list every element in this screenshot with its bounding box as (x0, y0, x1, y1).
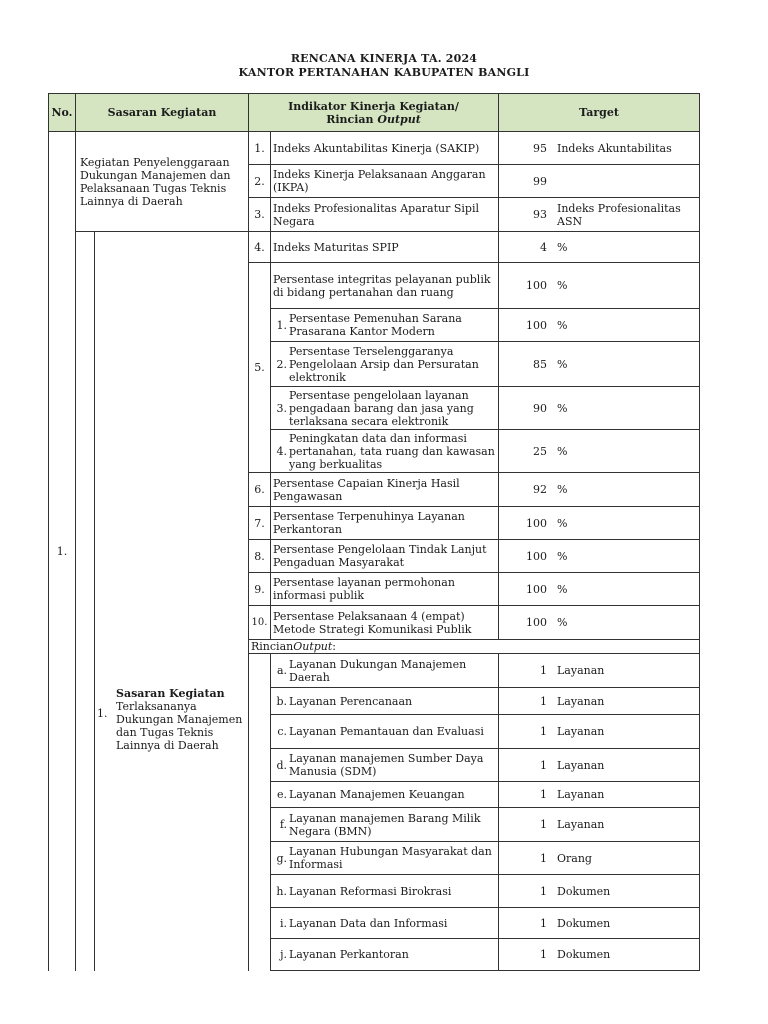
sasaran-title: Sasaran Kegiatan (116, 687, 225, 700)
sub-indicator-unit: % (553, 309, 700, 342)
output-value: 1 (498, 808, 553, 842)
sub-indicator-value: 25 (498, 430, 553, 473)
output-value: 1 (498, 715, 553, 749)
output-value: 1 (498, 908, 553, 939)
indicator-number: 10. (248, 606, 270, 640)
indicator-unit: Indeks Profesionalitas ASN (553, 198, 700, 232)
sub-indicator-unit: % (553, 342, 700, 387)
indicator-unit: % (553, 232, 700, 263)
indicator-unit: % (553, 573, 700, 606)
rincian-output-label: Rincian Output : (248, 640, 700, 654)
output-item: h. Layanan Reformasi Birokrasi (270, 875, 498, 908)
output-unit: Dokumen (553, 908, 700, 939)
header-sasaran: Sasaran Kegiatan (75, 93, 248, 132)
sasaran-content (95, 687, 248, 752)
indicator-value: 100 (498, 507, 553, 540)
output-value: 1 (498, 939, 553, 971)
indicator-text: Persentase Pelaksanaan 4 (empat) Metode Strategi Komunikasi Publik (270, 606, 498, 640)
output-unit: Layanan (553, 782, 700, 808)
sub-indicator-unit: % (553, 430, 700, 473)
indicator-number: 6. (248, 473, 270, 507)
document-title: RENCANA KINERJA TA. 2024 (290, 52, 478, 65)
indicator-number: 7. (248, 507, 270, 540)
document-subtitle: KANTOR PERTANAHAN KABUPATEN BANGLI (238, 66, 530, 79)
output-item: a. Layanan Dukungan Manajemen Daerah (270, 654, 498, 688)
indicator-value: 95 (498, 132, 553, 165)
output-item: c. Layanan Pemantauan dan Evaluasi (270, 715, 498, 749)
header-no: No. (48, 93, 75, 132)
output-value: 1 (498, 654, 553, 688)
sasaran-block (94, 232, 248, 971)
indicator-text: Persentase Capaian Kinerja Hasil Pengawasan (270, 473, 498, 507)
indicator-text: Indeks Kinerja Pelaksanaan Anggaran (IKPA) (270, 165, 498, 198)
sasaran-spacer (75, 232, 94, 971)
indicator-unit: % (553, 606, 700, 640)
output-item: d. Layanan manajemen Sumber Daya Manusia (SDM) (270, 749, 498, 782)
output-item: e. Layanan Manajemen Keuangan (270, 782, 498, 808)
indicator-number: 5. (248, 263, 270, 473)
indicator-unit: % (553, 540, 700, 573)
sub-indicator: 2. Persentase Terselenggaranya Pengelolaan Arsip dan Persuratan elektronik (270, 342, 498, 387)
indicator-text: Indeks Maturitas SPIP (270, 232, 498, 263)
indicator-number: 2. (248, 165, 270, 198)
indicator-unit: % (553, 473, 700, 507)
header-indikator (248, 93, 498, 132)
output-unit: Orang (553, 842, 700, 875)
indicator-text: Persentase layanan permohonan informasi publik (270, 573, 498, 606)
indicator-number: 4. (248, 232, 270, 263)
output-item: b. Layanan Perencanaan (270, 688, 498, 715)
indicator-text: Indeks Profesionalitas Aparatur Sipil Negara (270, 198, 498, 232)
indicator-text: Persentase Terpenuhinya Layanan Perkantoran (270, 507, 498, 540)
output-item: i. Layanan Data dan Informasi (270, 908, 498, 939)
indicator-value: 100 (498, 606, 553, 640)
output-value: 1 (498, 842, 553, 875)
output-value: 1 (498, 782, 553, 808)
indicator-value: 92 (498, 473, 553, 507)
sub-indicator: 3. Persentase pengelolaan layanan pengadaan barang dan jasa yang terlaksana secara elektronik (270, 387, 498, 430)
indicator-number: 1. (248, 132, 270, 165)
indicator-number: 8. (248, 540, 270, 573)
output-unit: Layanan (553, 715, 700, 749)
sub-indicator: 4. Peningkatan data dan informasi pertanahan, tata ruang dan kawasan yang berkualitas (270, 430, 498, 473)
indicator-value: 93 (498, 198, 553, 232)
kegiatan-text: Kegiatan Penyelenggaraan Dukungan Manajemen dan Pelaksanaan Tugas Teknis Lainnya di Daerah (75, 132, 248, 232)
sub-indicator: 1. Persentase Pemenuhan Sarana Prasarana Kantor Modern (270, 309, 498, 342)
indicator-number: 3. (248, 198, 270, 232)
sub-indicator-value: 85 (498, 342, 553, 387)
header-indikator-line2: Rincian Output (326, 112, 421, 126)
output-unit: Layanan (553, 654, 700, 688)
indicator-value: 99 (498, 165, 553, 198)
indicator-value: 100 (498, 573, 553, 606)
indicator-unit: % (553, 263, 700, 309)
output-unit: Layanan (553, 808, 700, 842)
output-value: 1 (498, 875, 553, 908)
output-item: g. Layanan Hubungan Masyarakat dan Informasi (270, 842, 498, 875)
indicator-value: 100 (498, 540, 553, 573)
sub-indicator-value: 100 (498, 309, 553, 342)
performance-table (48, 93, 700, 971)
output-item: f. Layanan manajemen Barang Milik Negara (BMN) (270, 808, 498, 842)
indicator-text: Persentase integritas pelayanan publik di bidang pertanahan dan ruang (270, 263, 498, 309)
output-unit: Dokumen (553, 939, 700, 971)
sasaran-number: 1. (97, 707, 108, 720)
indicator-text: Persentase Pengelolaan Tindak Lanjut Pengaduan Masyarakat (270, 540, 498, 573)
indicator-number: 9. (248, 573, 270, 606)
output-item: j. Layanan Perkantoran (270, 939, 498, 971)
indicator-unit: % (553, 507, 700, 540)
output-value: 1 (498, 688, 553, 715)
indicator-value: 100 (498, 263, 553, 309)
indicator-value: 4 (498, 232, 553, 263)
sub-indicator-value: 90 (498, 387, 553, 430)
output-value: 1 (498, 749, 553, 782)
header-indikator-line1: Indikator Kinerja Kegiatan/ (288, 99, 459, 113)
output-unit: Layanan (553, 688, 700, 715)
indicator-unit (553, 165, 700, 198)
output-unit: Layanan (553, 749, 700, 782)
sub-indicator-unit: % (553, 387, 700, 430)
row-number: 1. (48, 132, 75, 971)
sasaran-text: Terlaksananya Dukungan Manajemen dan Tugas Teknis Lainnya di Daerah (116, 700, 243, 752)
header-target: Target (498, 93, 700, 132)
indicator-unit: Indeks Akuntabilitas (553, 132, 700, 165)
indicator-text: Indeks Akuntabilitas Kinerja (SAKIP) (270, 132, 498, 165)
output-spacer (248, 654, 270, 971)
output-unit: Dokumen (553, 875, 700, 908)
